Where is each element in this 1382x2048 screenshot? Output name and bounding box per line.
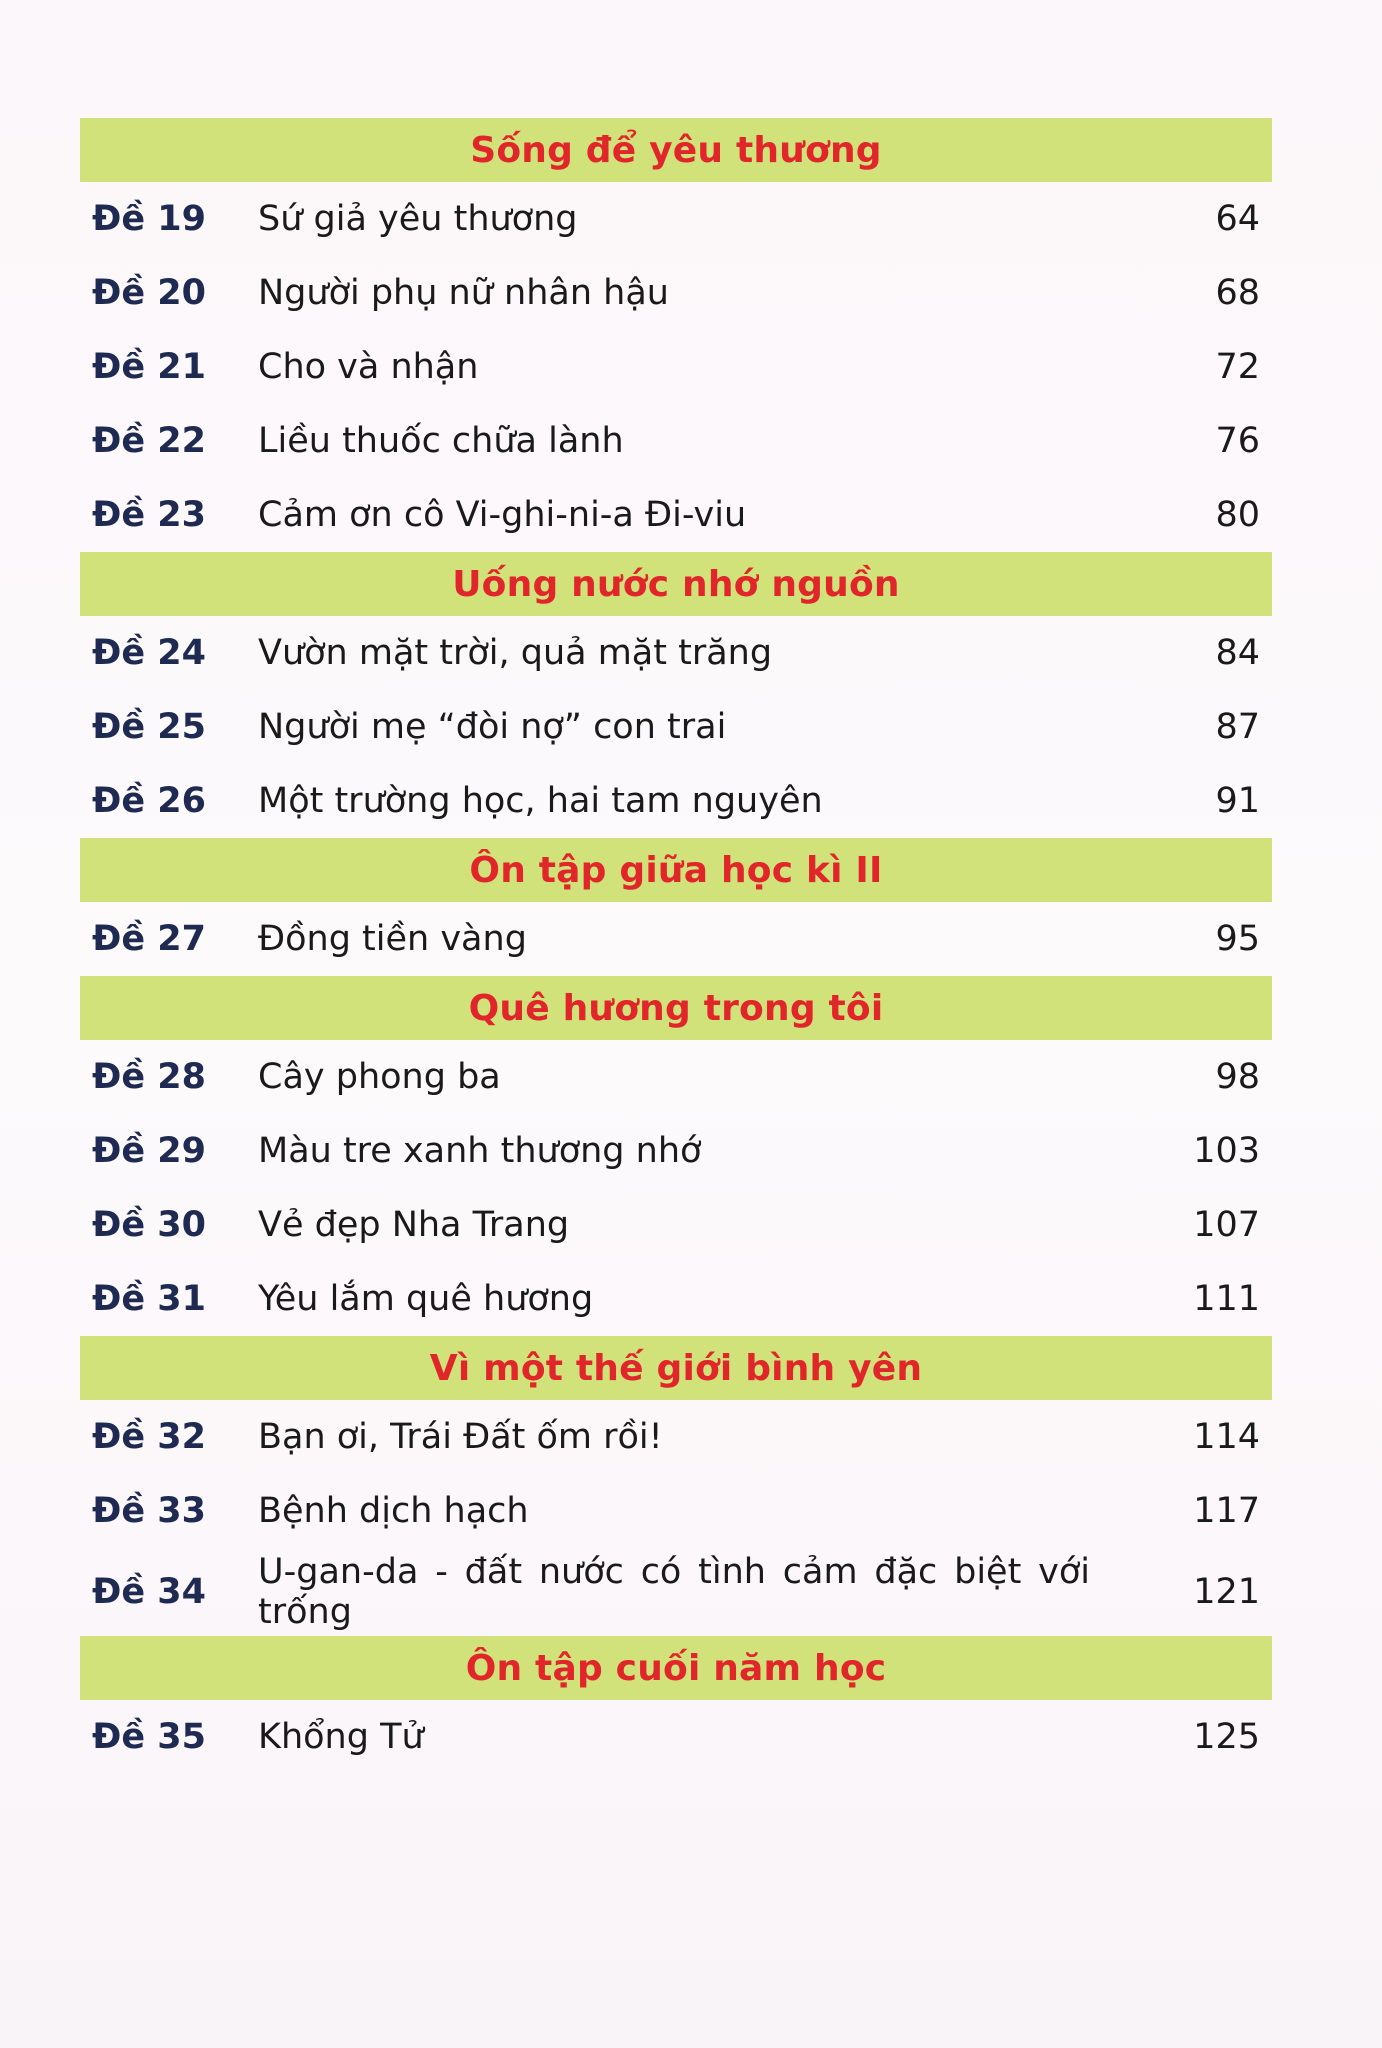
table-of-contents xyxy=(80,118,1272,1774)
section-vi-mot-the-gioi-binh-yen xyxy=(80,1336,1272,1636)
section-que-huong-trong-toi xyxy=(80,976,1272,1336)
toc-entry[interactable] xyxy=(80,690,1272,764)
page-number: 103 xyxy=(1193,1131,1260,1171)
page-number: 68 xyxy=(1215,273,1260,313)
toc-entry[interactable] xyxy=(80,1474,1272,1548)
section-entries xyxy=(80,1400,1272,1636)
toc-entry[interactable] xyxy=(80,1040,1272,1114)
lesson-number: Đề 30 xyxy=(92,1205,206,1245)
toc-entry[interactable] xyxy=(80,478,1272,552)
lesson-number: Đề 33 xyxy=(92,1491,206,1531)
lesson-number: Đề 26 xyxy=(92,781,206,821)
lesson-number: Đề 31 xyxy=(92,1279,206,1319)
toc-entry[interactable] xyxy=(80,616,1272,690)
page-number: 76 xyxy=(1215,421,1260,461)
lesson-number: Đề 34 xyxy=(92,1572,206,1612)
lesson-title: U-gan-da - đất nước có tình cảm đặc biệt với trống xyxy=(258,1552,1090,1632)
toc-entry[interactable] xyxy=(80,404,1272,478)
section-entries xyxy=(80,902,1272,976)
section-header: Vì một thế giới bình yên xyxy=(80,1336,1272,1400)
lesson-number: Đề 27 xyxy=(92,919,206,959)
page-number: 111 xyxy=(1193,1279,1260,1319)
lesson-title: Người mẹ “đòi nợ” con trai xyxy=(258,707,727,747)
toc-entry[interactable] xyxy=(80,1548,1272,1636)
section-header: Quê hương trong tôi xyxy=(80,976,1272,1040)
lesson-number: Đề 20 xyxy=(92,273,206,313)
lesson-title: Sứ giả yêu thương xyxy=(258,199,578,239)
lesson-number: Đề 21 xyxy=(92,347,206,387)
page-number: 98 xyxy=(1215,1057,1260,1097)
toc-entry[interactable] xyxy=(80,330,1272,404)
section-header: Ôn tập giữa học kì II xyxy=(80,838,1272,902)
lesson-number: Đề 35 xyxy=(92,1717,206,1757)
lesson-number: Đề 24 xyxy=(92,633,206,673)
page-number: 95 xyxy=(1215,919,1260,959)
lesson-title: Yêu lắm quê hương xyxy=(258,1279,594,1319)
lesson-number: Đề 23 xyxy=(92,495,206,535)
section-header: Uống nước nhớ nguồn xyxy=(80,552,1272,616)
section-header: Ôn tập cuối năm học xyxy=(80,1636,1272,1700)
toc-entry[interactable] xyxy=(80,1262,1272,1336)
lesson-title: Một trường học, hai tam nguyên xyxy=(258,781,823,821)
lesson-number: Đề 32 xyxy=(92,1417,206,1457)
lesson-title: Người phụ nữ nhân hậu xyxy=(258,273,669,313)
lesson-title: Vẻ đẹp Nha Trang xyxy=(258,1205,570,1245)
page-number: 84 xyxy=(1215,633,1260,673)
toc-entry[interactable] xyxy=(80,764,1272,838)
section-on-tap-giua-hoc-ki xyxy=(80,838,1272,976)
lesson-number: Đề 29 xyxy=(92,1131,206,1171)
page-number: 91 xyxy=(1215,781,1260,821)
lesson-title: Đồng tiền vàng xyxy=(258,919,527,959)
page-number: 64 xyxy=(1215,199,1260,239)
section-entries xyxy=(80,616,1272,838)
lesson-title: Màu tre xanh thương nhớ xyxy=(258,1131,702,1171)
page-number: 125 xyxy=(1193,1717,1260,1757)
toc-entry[interactable] xyxy=(80,902,1272,976)
page-number: 117 xyxy=(1193,1491,1260,1531)
section-entries xyxy=(80,182,1272,552)
lesson-title: Khổng Tử xyxy=(258,1717,424,1757)
section-entries xyxy=(80,1700,1272,1774)
lesson-number: Đề 19 xyxy=(92,199,206,239)
section-uong-nuoc-nho-nguon xyxy=(80,552,1272,838)
lesson-number: Đề 22 xyxy=(92,421,206,461)
lesson-title: Cảm ơn cô Vi-ghi-ni-a Đi-viu xyxy=(258,495,747,535)
toc-entry[interactable] xyxy=(80,1400,1272,1474)
lesson-title: Vườn mặt trời, quả mặt trăng xyxy=(258,633,773,673)
section-on-tap-cuoi-nam-hoc xyxy=(80,1636,1272,1774)
lesson-number: Đề 28 xyxy=(92,1057,206,1097)
toc-entry[interactable] xyxy=(80,1114,1272,1188)
page-number: 87 xyxy=(1215,707,1260,747)
lesson-number: Đề 25 xyxy=(92,707,206,747)
section-song-de-yeu-thuong xyxy=(80,118,1272,552)
page-number: 107 xyxy=(1193,1205,1260,1245)
section-header: Sống để yêu thương xyxy=(80,118,1272,182)
toc-entry[interactable] xyxy=(80,256,1272,330)
lesson-title: Liều thuốc chữa lành xyxy=(258,421,624,461)
page-number: 80 xyxy=(1215,495,1260,535)
lesson-title: Cây phong ba xyxy=(258,1057,501,1097)
toc-entry[interactable] xyxy=(80,1700,1272,1774)
page-number: 114 xyxy=(1193,1417,1260,1457)
toc-entry[interactable] xyxy=(80,1188,1272,1262)
section-entries xyxy=(80,1040,1272,1336)
lesson-title: Bệnh dịch hạch xyxy=(258,1491,529,1531)
toc-entry[interactable] xyxy=(80,182,1272,256)
lesson-title: Bạn ơi, Trái Đất ốm rồi! xyxy=(258,1417,663,1457)
lesson-title: Cho và nhận xyxy=(258,347,479,387)
page-number: 72 xyxy=(1215,347,1260,387)
page-number: 121 xyxy=(1193,1572,1260,1612)
